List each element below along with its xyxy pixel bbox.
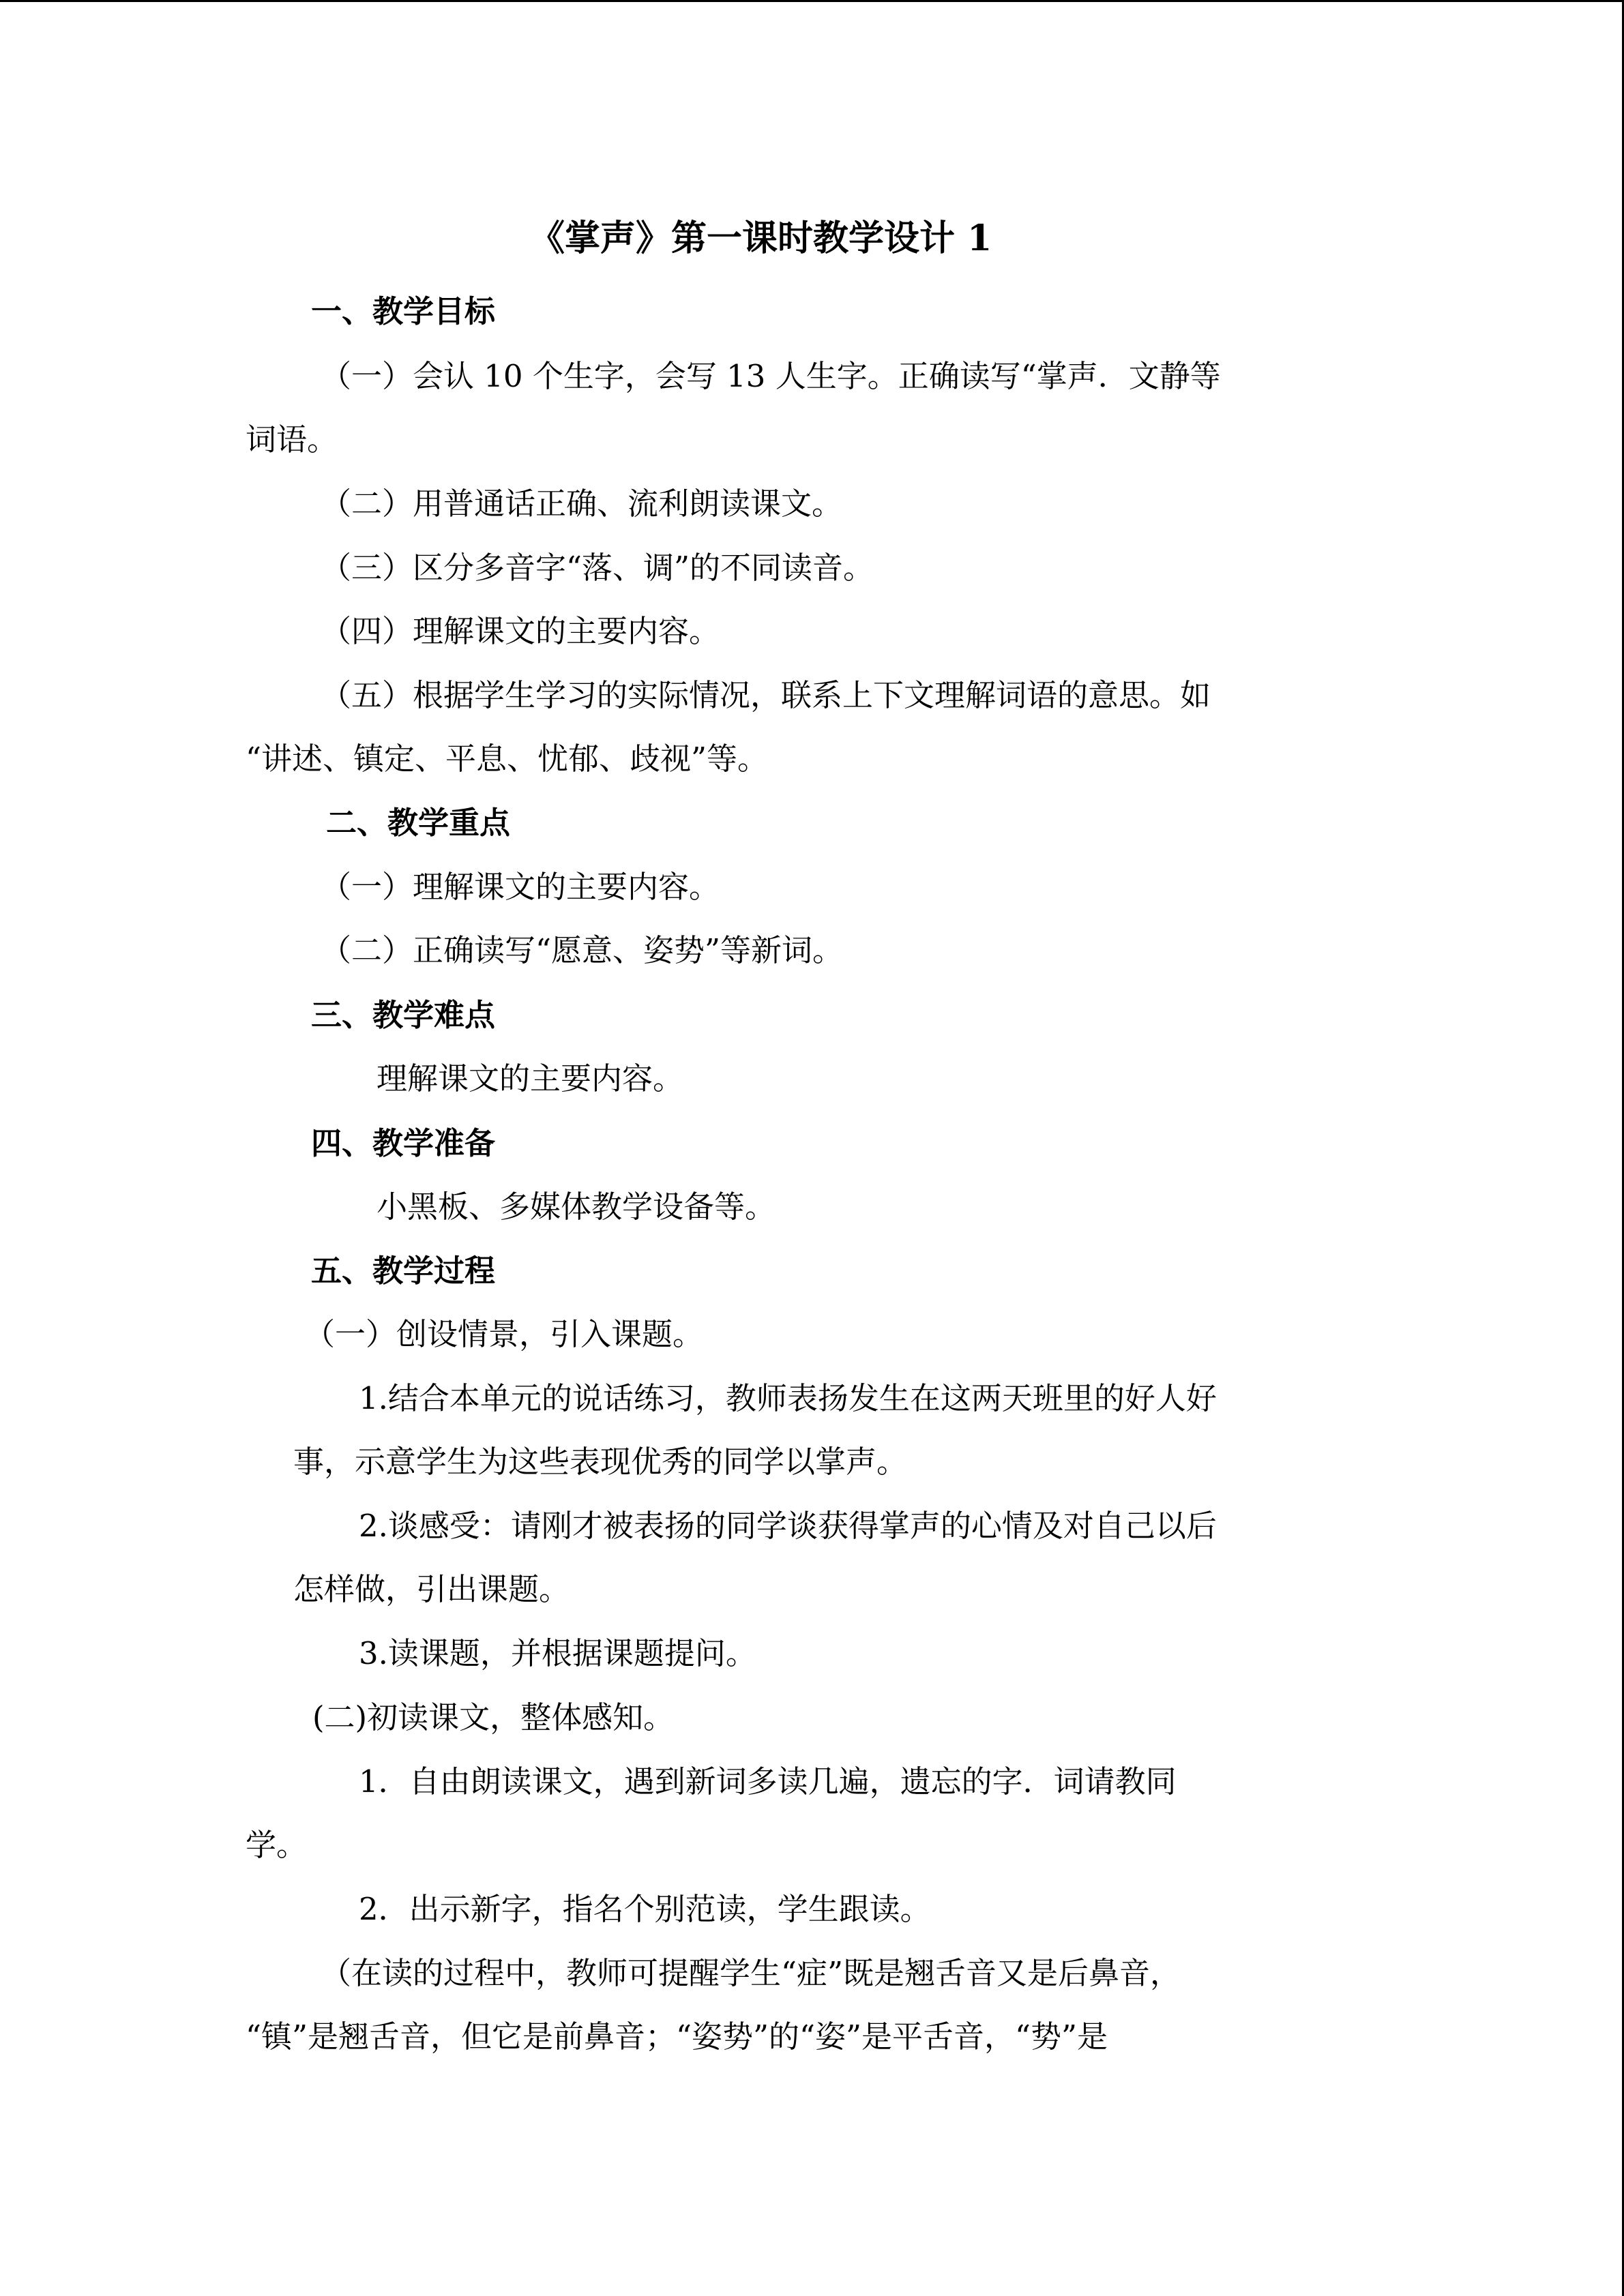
paragraph-line: “镇”是翘舌音，但它是前鼻音；“姿势”的“姿”是平舌音，“势”是 xyxy=(246,2018,1108,2055)
paragraph-line: （二）正确读写“愿意、姿势”等新词。 xyxy=(321,932,844,968)
paragraph-line: （一）会认 10 个生字，会写 13 人生字。正确读写“掌声．文静等 xyxy=(321,358,1221,394)
paragraph-line: 怎样做，引出课题。 xyxy=(293,1571,570,1607)
paragraph-line: （一）创设情景，引入课题。 xyxy=(304,1316,704,1352)
section-heading-objectives: 一、教学目标 xyxy=(311,293,496,329)
paragraph-line: （在读的过程中，教师可提醒学生“症”既是翘舌音又是后鼻音， xyxy=(321,1955,1181,1991)
section-heading-preparation: 四、教学准备 xyxy=(311,1125,496,1161)
page-border-top xyxy=(0,0,1624,2)
paragraph-line: 3.读课题，并根据课题提问。 xyxy=(359,1635,756,1671)
paragraph-line: 词语。 xyxy=(246,421,338,458)
section-heading-key-points: 二、教学重点 xyxy=(326,805,511,841)
section-heading-difficulties: 三、教学难点 xyxy=(311,997,496,1033)
paragraph-line: （二）用普通话正确、流利朗读课文。 xyxy=(321,486,843,522)
paragraph-line: （四）理解课文的主要内容。 xyxy=(321,613,720,649)
paragraph-line: 1．自由朗读课文，遇到新词多读几遍，遗忘的字．词请教同 xyxy=(359,1763,1177,1800)
paragraph-line: 事，示意学生为这些表现优秀的同学以掌声。 xyxy=(293,1444,908,1480)
paragraph-line: （五）根据学生学习的实际情况，联系上下文理解词语的意思。如 xyxy=(321,677,1211,713)
paragraph-line: 2．出示新字，指名个别范读，学生跟读。 xyxy=(359,1891,931,1927)
paragraph-line: 理解课文的主要内容。 xyxy=(377,1060,684,1097)
paragraph-line: 2.谈感受：请刚才被表扬的同学谈获得掌声的心情及对自己以后 xyxy=(359,1508,1217,1544)
paragraph-line: 学。 xyxy=(246,1827,308,1863)
paragraph-line: （一）理解课文的主要内容。 xyxy=(321,869,720,905)
document-title: 《掌声》第一课时教学设计 1 xyxy=(529,218,992,259)
paragraph-line: “讲述、镇定、平息、忧郁、歧视”等。 xyxy=(246,741,769,777)
paragraph-line: 1.结合本单元的说话练习，教师表扬发生在这两天班里的好人好 xyxy=(359,1380,1217,1416)
paragraph-line: 小黑板、多媒体教学设备等。 xyxy=(377,1189,776,1225)
paragraph-line: （三）区分多音字“落、调”的不同读音。 xyxy=(321,550,874,586)
paragraph-line: (二)初读课文，整体感知。 xyxy=(312,1699,675,1735)
section-heading-process: 五、教学过程 xyxy=(311,1253,496,1289)
